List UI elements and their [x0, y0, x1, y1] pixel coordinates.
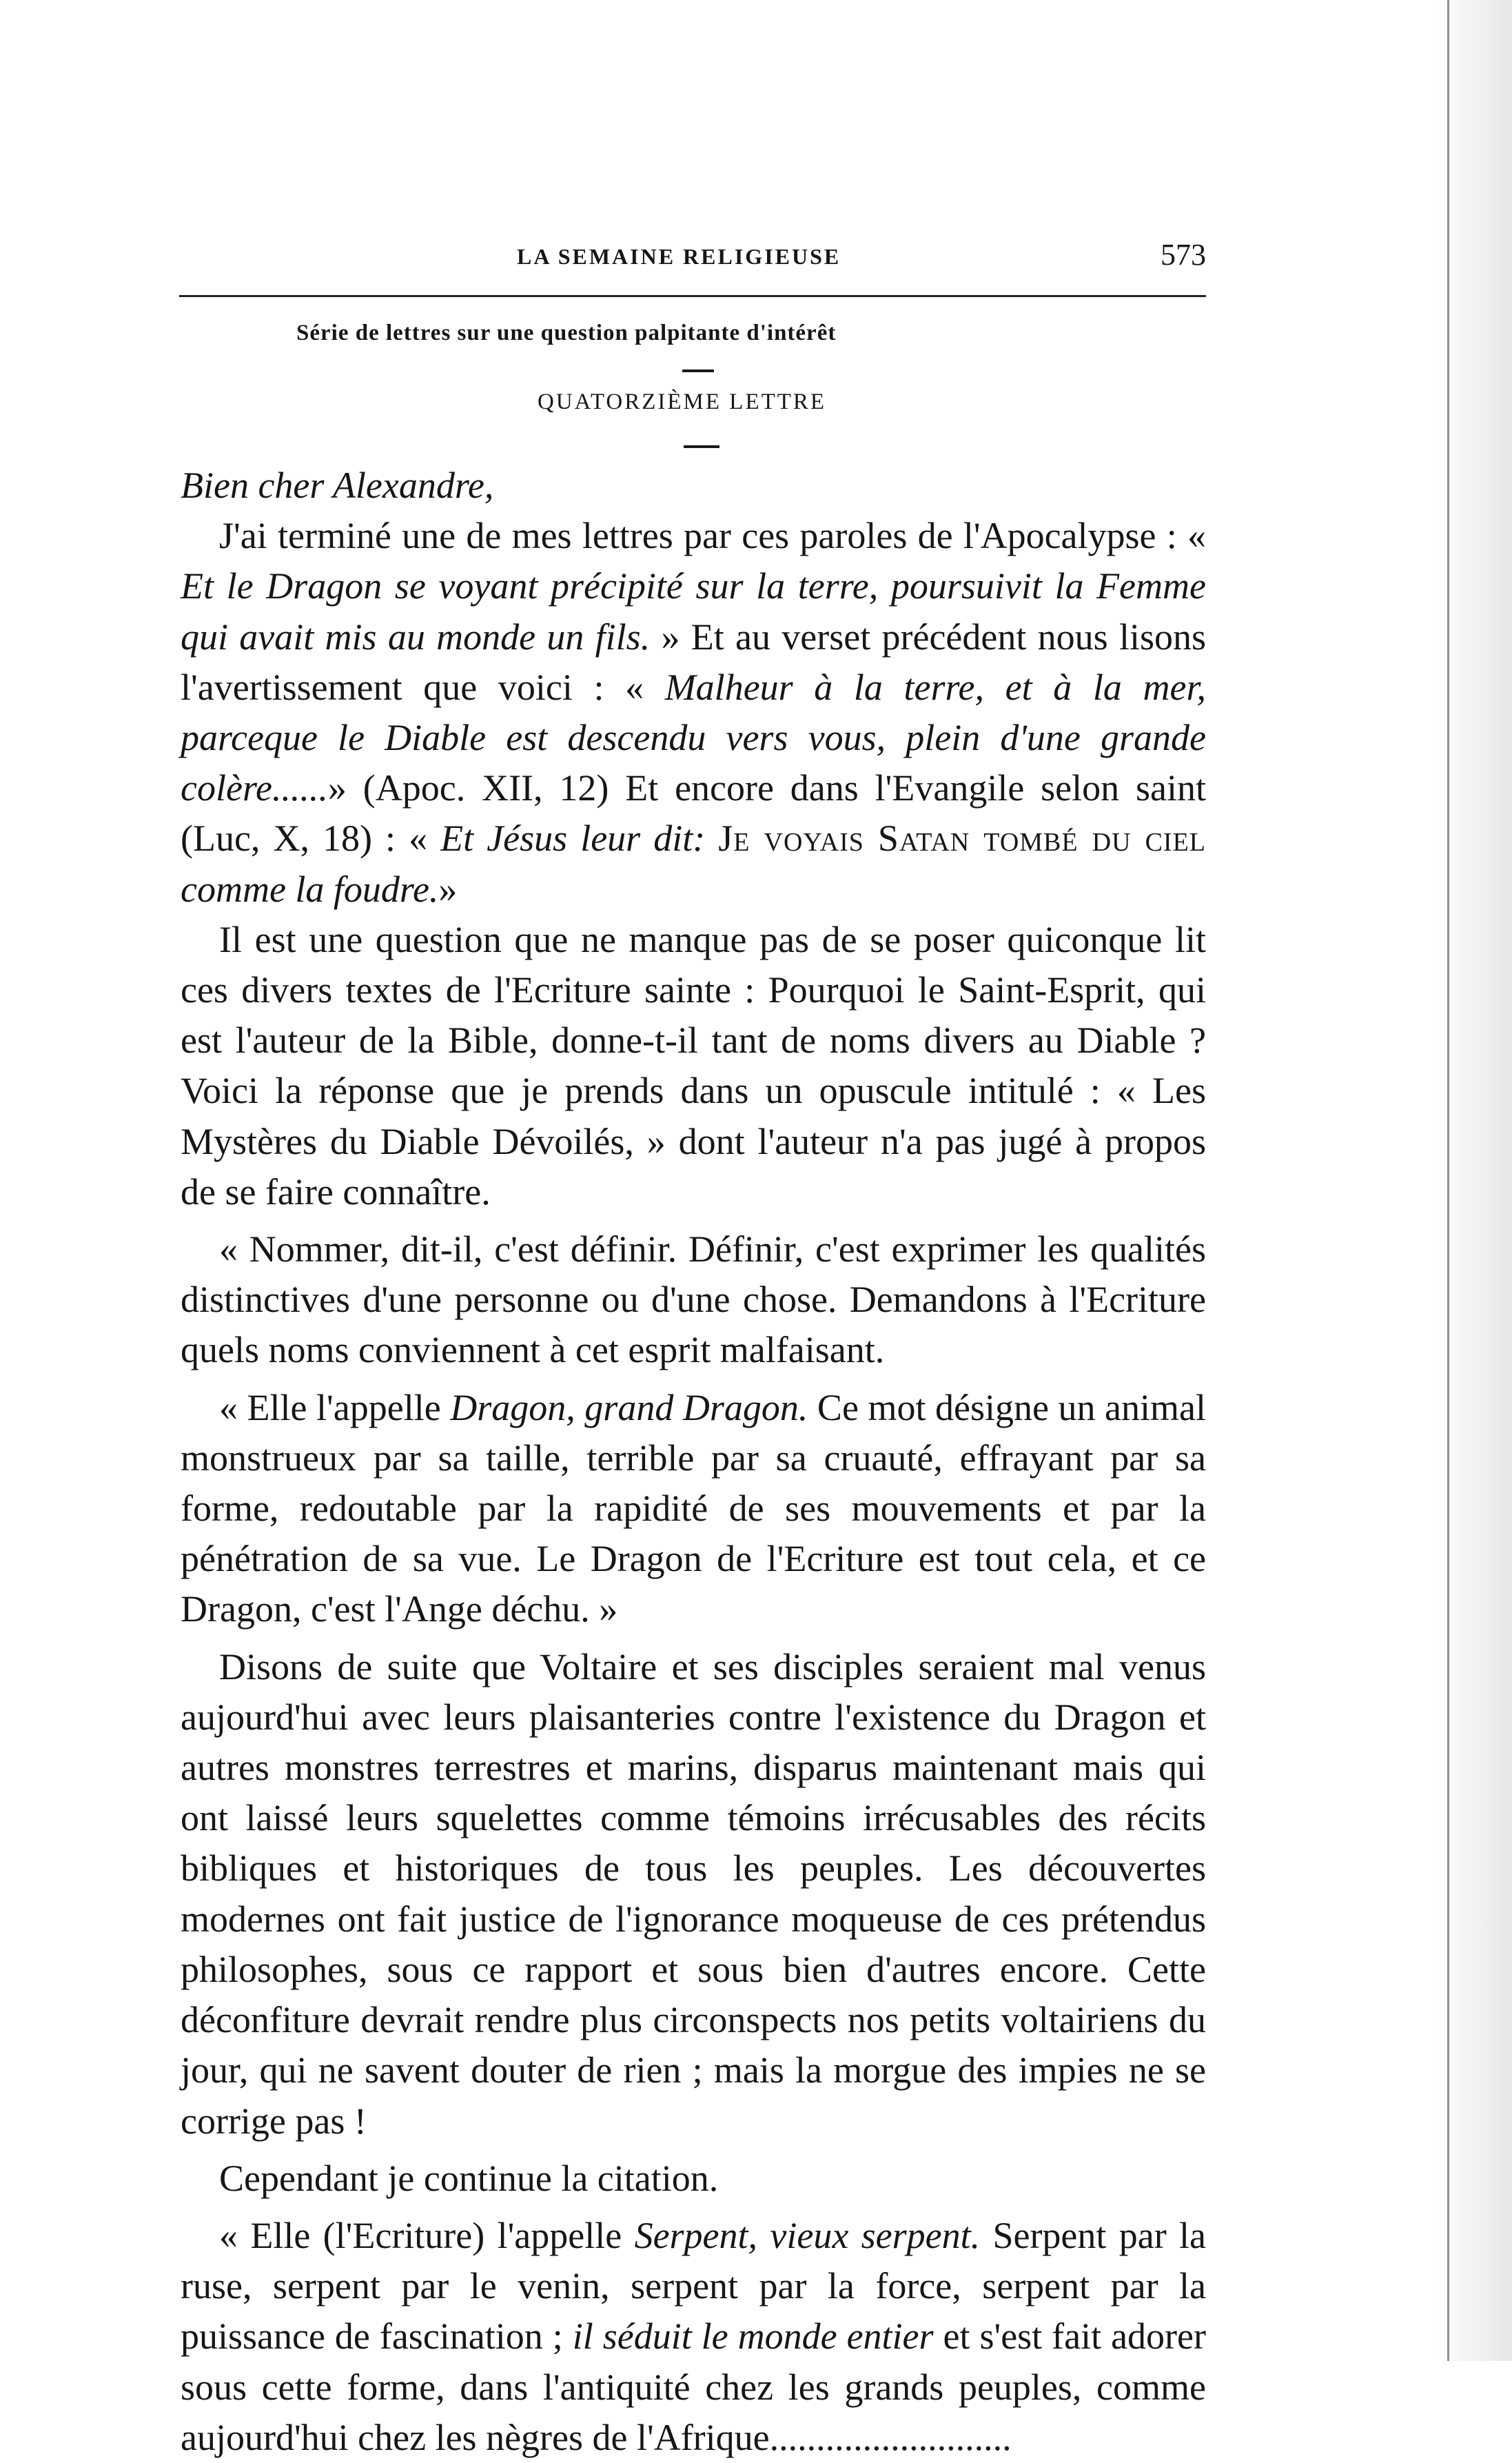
page-number: 573: [1161, 238, 1206, 272]
scan-binding-line: [1447, 0, 1449, 2361]
salutation: Bien cher Alexandre,: [181, 465, 494, 506]
header-rule: [179, 295, 1206, 297]
text-run: Ce mot désigne un animal monstrueux par sa taille, terrible par sa cruauté, effrayant par sa forme, redoutable par la rapidité de ses mouvements et par la pénétration de sa vue. Le Dragon de l'Ecriture est tout cela, et ce Dragon, c'est l'Ange déchu. »: [181, 1386, 1207, 1630]
text-run: « Elle l'appelle: [219, 1386, 451, 1428]
series-title: Série de lettres sur une question palpitante d'intérêt: [296, 321, 837, 345]
quotation-italic: Et le Dragon se voyant précipité sur la terre, poursuivit la Femme qui avait mis au monde un fils.: [181, 565, 1206, 658]
text-run: » (Apoc. XII, 12) Et encore dans l'Evangile selon saint (Luc, X, 18) : «: [181, 767, 1206, 860]
separator-dash: [684, 445, 719, 448]
quotation-italic: Serpent, vieux serpent.: [634, 2214, 981, 2256]
text-run: » Et au verset précédent nous lisons l'avertissement que voici : «: [181, 616, 1206, 708]
quotation-italic: comme la foudre.: [181, 868, 439, 910]
letter-number: QUATORZIÈME LETTRE: [538, 389, 827, 414]
paragraph: [181, 511, 1206, 915]
running-head: LA SEMAINE RELIGIEUSE: [517, 244, 841, 269]
small-caps-quote: Je voyais Satan tombé du ciel: [718, 818, 1206, 860]
text-run: J'ai terminé une de mes lettres par ces paroles de l'Apocalypse : «: [219, 515, 1206, 557]
paragraph: Cependant je continue la citation.: [219, 2157, 719, 2199]
paragraph: « Nommer, dit-il, c'est définir. Définir, c'est exprimer les qualités distinctives d'une personne ou d'une chose. Demandons à l'Ecriture quels noms conviennent à cet esprit malfaisant.: [181, 1228, 1206, 1371]
separator-dash: [682, 369, 714, 372]
paragraph: Il est une question que ne manque pas de se poser quiconque lit ces divers textes de l'Ecriture sainte : Pourquoi le Saint-Esprit, qui est l'auteur de la Bible, donne-t-il tant de noms divers au Diable ? Voici la réponse que je prends dans un opuscule intitulé : « Les Mystères du Diable Dévoilés, » dont l'auteur n'a pas jugé à propos de se faire connaître.: [181, 918, 1206, 1213]
paragraph: [181, 1383, 1206, 1635]
letter-body: [181, 460, 1206, 2463]
text-run: et s'est fait adorer sous cette forme, dans l'antiquité chez les grands peuples, comme aujourd'hui chez les nègres de l'Afrique..........................: [181, 2315, 1206, 2458]
quotation-italic: il séduit le monde entier: [572, 2315, 934, 2358]
text-run: « Elle (l'Ecriture) l'appelle: [219, 2214, 635, 2256]
paragraph: Disons de suite que Voltaire et ses disciples seraient mal venus aujourd'hui avec leurs plaisanteries contre l'existence du Dragon et autres monstres terrestres et marins, disparus maintenant mais qui ont laissé leurs squelettes comme témoins irrécusables des récits bibliques et historiques de tous les peuples. Les découvertes modernes ont fait justice de l'ignorance moqueuse de ces prétendus philosophes, sous ce rapport et sous bien d'autres encore. Cette déconfiture devrait rendre plus circonspects nos petits voltairiens du jour, qui ne savent douter de rien ; mais la morgue des impies ne se corrige pas !: [181, 1645, 1206, 2142]
quotation-italic: Dragon, grand Dragon.: [450, 1386, 808, 1428]
paragraph: [181, 2211, 1206, 2463]
page-header: [179, 240, 1206, 281]
text-run: Serpent par la ruse, serpent par le venin, serpent par la force, serpent par la puissance de fascination ;: [181, 2214, 1206, 2358]
quotation-italic: Malheur à la terre, et à la mer, parceque le Diable est descendu vers vous, plein d'une grande colère......: [181, 666, 1206, 809]
quotation-italic: Et Jésus leur dit:: [440, 818, 719, 860]
text-run: »: [438, 868, 458, 910]
